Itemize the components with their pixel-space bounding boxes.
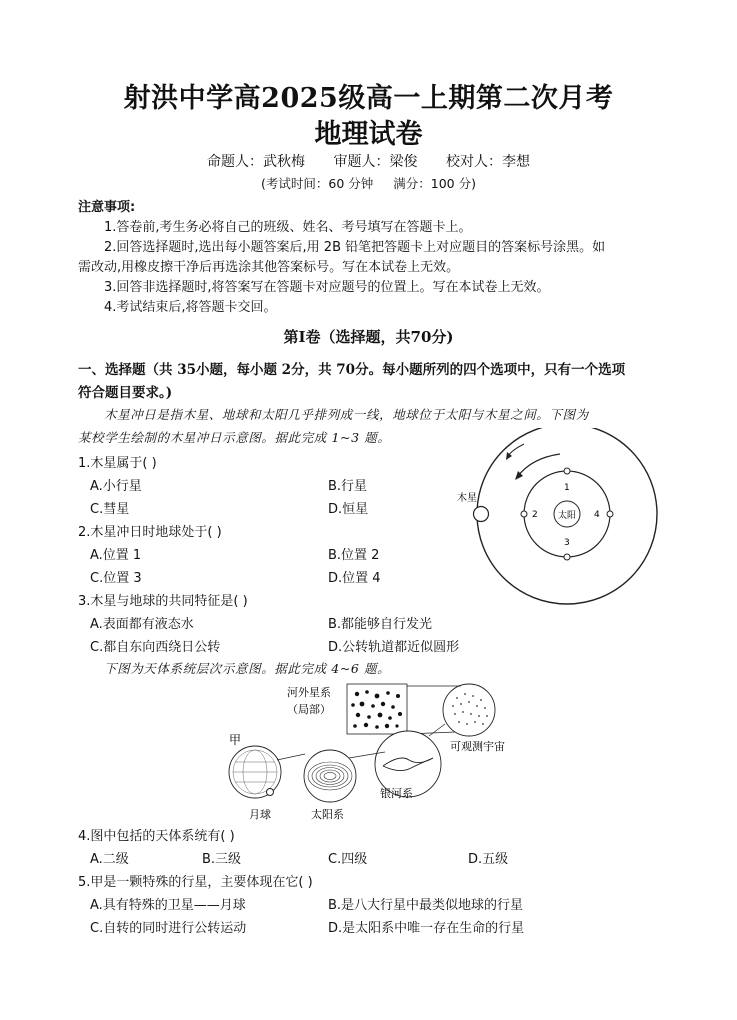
jupiter-revolution-arrow xyxy=(508,444,524,456)
exam-subject: 地理试卷 xyxy=(314,119,423,150)
option: B.行星 xyxy=(328,479,368,494)
group-intro: 下图为天体系统层次示意图。据此完成 4~6 题。 xyxy=(104,661,391,676)
section-instruction: 符合题目要求。) xyxy=(78,385,173,401)
option: B.三级 xyxy=(202,852,242,867)
option: D.位置 4 xyxy=(328,571,381,586)
notice-item: 需改动,用橡皮擦干净后再选涂其他答案标号。写在本试卷上无效。 xyxy=(78,260,460,275)
arrow-head xyxy=(506,452,512,460)
position-3-marker xyxy=(564,554,570,560)
position-label: 1 xyxy=(564,483,570,493)
jupiter-label: 木星 xyxy=(457,493,477,504)
option: A.小行星 xyxy=(90,479,142,494)
position-label: 3 xyxy=(564,538,570,548)
option: D.公转轨道都近似圆形 xyxy=(328,640,460,655)
other-galaxy-label: （局部） xyxy=(287,703,331,716)
option: A.位置 1 xyxy=(90,548,142,563)
option: C.四级 xyxy=(328,852,368,867)
connector-line xyxy=(277,754,305,760)
jupiter-opposition-diagram xyxy=(452,428,667,608)
option: D.五级 xyxy=(468,852,509,867)
position-4-marker xyxy=(607,511,613,517)
other-galaxy-label: 河外星系 xyxy=(287,686,331,699)
sun-label: 太阳 xyxy=(557,511,577,521)
option: C.位置 3 xyxy=(90,571,142,586)
question-stem: 5.甲是一颗特殊的行星，主要体现在它( ) xyxy=(78,875,313,890)
reviewer: 审题人：梁俊 xyxy=(333,154,418,170)
observable-universe xyxy=(443,684,495,736)
question-stem: 1.木星属于( ) xyxy=(78,456,157,471)
solar-system-label: 太阳系 xyxy=(311,808,344,820)
option: A.具有特殊的卫星——月球 xyxy=(90,898,246,913)
option: B.是八大行星中最类似地球的行星 xyxy=(328,898,524,913)
question-stem: 4.图中包括的天体系统有( ) xyxy=(78,829,235,844)
option: A.二级 xyxy=(90,852,129,867)
position-2-marker xyxy=(521,511,527,517)
notice-item: 4.考试结束后,将答题卡交回。 xyxy=(104,300,277,315)
full-score: 满分：100 分) xyxy=(393,176,476,191)
position-label: 4 xyxy=(594,510,600,520)
celestial-hierarchy-diagram xyxy=(225,680,525,820)
option: A.表面都有液态水 xyxy=(90,617,194,632)
proofreader: 校对人：李想 xyxy=(445,154,530,170)
moon xyxy=(267,789,274,796)
option: B.都能够自行发光 xyxy=(328,617,433,632)
jia-label: 甲 xyxy=(229,733,242,747)
position-label: 2 xyxy=(532,510,538,520)
group-intro: 木星冲日是指木星、地球和太阳几乎排列成一线，地球位于太阳与木星之间。下图为 xyxy=(104,407,589,422)
position-1-marker xyxy=(564,468,570,474)
jupiter xyxy=(474,507,489,522)
moon-label: 月球 xyxy=(249,808,271,820)
notice-heading: 注意事项: xyxy=(78,200,136,215)
section-instruction: 一、选择题（共 35小题，每小题 2分，共 70分。每小题所列的四个选项中，只有一个选项 xyxy=(78,362,626,378)
notice-item: 1.答卷前,考生务必将自己的班级、姓名、考号填写在答题卡上。 xyxy=(104,220,472,235)
milky-way-label: 银河系 xyxy=(380,787,413,800)
section-heading: 第Ⅰ卷（选择题，共70分) xyxy=(283,328,454,346)
notice-item: 3.回答非选择题时,将答案写在答题卡对应题号的位置上。写在本试卷上无效。 xyxy=(104,280,550,295)
exam-title: 射洪中学高2025级高一上期第二次月考 xyxy=(123,83,614,114)
notice-item: 2.回答选择题时,选出每小题答案后,用 2B 铅笔把答题卡上对应题目的答案标号涂黑。如 xyxy=(104,240,606,255)
observable-universe-label: 可观测宇宙 xyxy=(450,740,505,753)
exam-time: (考试时间：60 分钟 xyxy=(261,176,374,191)
option: C.都自东向西绕日公转 xyxy=(90,640,221,655)
option: D.恒星 xyxy=(328,502,369,517)
group-intro: 某校学生绘制的木星冲日示意图。据此完成 1~3 题。 xyxy=(78,430,391,445)
question-stem: 2.木星冲日时地球处于( ) xyxy=(78,525,222,540)
author-line xyxy=(0,151,737,171)
setter: 命题人：武秋梅 xyxy=(207,154,306,170)
option: C.彗星 xyxy=(90,502,130,517)
exam-info xyxy=(0,174,737,192)
connector-line xyxy=(429,724,445,736)
option: C.自转的同时进行公转运动 xyxy=(90,921,247,936)
option: D.是太阳系中唯一存在生命的行星 xyxy=(328,921,525,936)
option: B.位置 2 xyxy=(328,548,380,563)
question-stem: 3.木星与地球的共同特征是( ) xyxy=(78,594,248,609)
